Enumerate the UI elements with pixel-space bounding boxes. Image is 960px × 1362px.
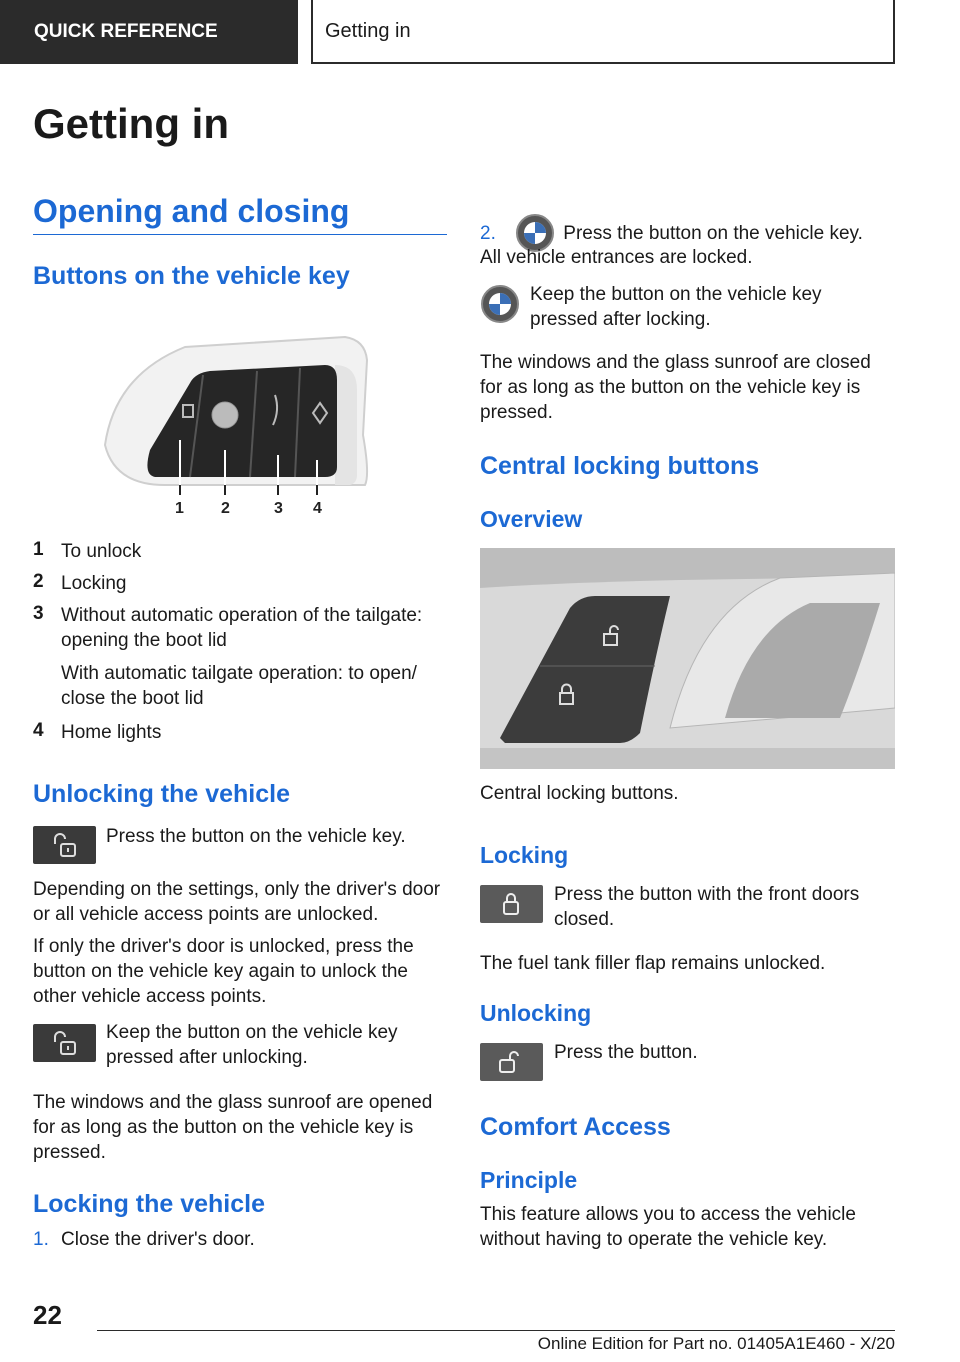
principle-paragraph: This feature allows you to access the vehicle without having to operate the vehicle key. — [480, 1204, 856, 1250]
callout-3: 3 — [274, 500, 283, 517]
heading-principle: Principle — [480, 1167, 578, 1193]
legend-item: 2 Locking — [33, 571, 127, 594]
callout-4: 4 — [313, 500, 322, 517]
lock-button-icon — [480, 885, 543, 923]
chapter-label: Getting in — [325, 19, 411, 42]
heading-overview: Overview — [480, 506, 583, 532]
heading-rule — [33, 234, 447, 235]
page-number: 22 — [33, 1300, 62, 1330]
heading-unlocking-vehicle: Unlocking the vehicle — [33, 780, 291, 808]
lock-step-2: 2. Press the button on the vehicle key. — [480, 213, 895, 253]
unlock-windows-paragraph: The windows and the glass sunroof are opened for as long as the button on the vehicle key is pressed. — [33, 1092, 433, 1163]
legend-item: 3 Without automatic operation of the tailgate: opening the boot lid With automatic tailgate operation: to open/ close the boot lid — [33, 603, 423, 709]
heading-locking-vehicle: Locking the vehicle — [33, 1190, 266, 1218]
heading-central-locking: Central locking buttons — [480, 452, 760, 480]
locking-paragraph: The fuel tank filler flap remains unlocked. — [480, 953, 826, 974]
section-label: QUICK REFERENCE — [34, 21, 218, 42]
locking-instruction: Press the button with the front doors closed. — [554, 884, 860, 930]
locked-windows-paragraph: The windows and the glass sunroof are closed for as long as the button on the vehicle key is pressed. — [480, 352, 871, 423]
page-title: Getting in — [33, 100, 229, 147]
unlock-button-icon — [480, 1043, 543, 1081]
unlocking-instruction: Press the button. — [554, 1042, 698, 1063]
heading-opening-closing: Opening and closing — [33, 193, 350, 229]
heading-comfort-access: Comfort Access — [480, 1113, 671, 1141]
legend-item: 4 Home lights — [33, 720, 162, 743]
heading-unlocking: Unlocking — [480, 1000, 592, 1026]
unlock-instruction: Press the button on the vehicle key. — [106, 826, 406, 847]
legend-item: 1 To unlock — [33, 539, 142, 562]
footer-edition: Online Edition for Part no. 01405A1E460 - X/20 — [537, 1334, 895, 1353]
photo-caption: Central locking buttons. — [480, 783, 679, 804]
key-legend — [33, 539, 447, 745]
bmw-logo-icon — [480, 284, 520, 324]
heading-locking: Locking — [480, 842, 569, 868]
unlock-symbol-icon — [33, 1024, 96, 1062]
locked-paragraph: All vehicle entrances are locked. — [480, 247, 753, 268]
callout-1: 1 — [175, 500, 184, 517]
header-section-tab — [0, 0, 298, 64]
locked-comfort-instruction: Keep the button on the vehicle key pressed after locking. — [530, 284, 822, 330]
unlock-paragraph: If only the driver's door is unlocked, press the button on the vehicle key again to unlock the other vehicle access points. — [33, 936, 414, 1007]
unlock-comfort-instruction: Keep the button on the vehicle key pressed after unlocking. — [106, 1022, 398, 1068]
unlock-symbol-icon — [33, 826, 96, 864]
heading-buttons-key: Buttons on the vehicle key — [33, 262, 350, 290]
callout-2: 2 — [221, 500, 230, 517]
vehicle-key-illustration — [95, 335, 385, 520]
lock-step-1: 1. Close the driver's door. — [33, 1229, 255, 1250]
unlock-paragraph: Depending on the settings, only the driver's door or all vehicle access points are unlocked. — [33, 879, 441, 925]
central-locking-buttons-photo — [480, 548, 895, 769]
header-chapter-tab — [311, 0, 895, 64]
footer-rule — [97, 1330, 895, 1331]
